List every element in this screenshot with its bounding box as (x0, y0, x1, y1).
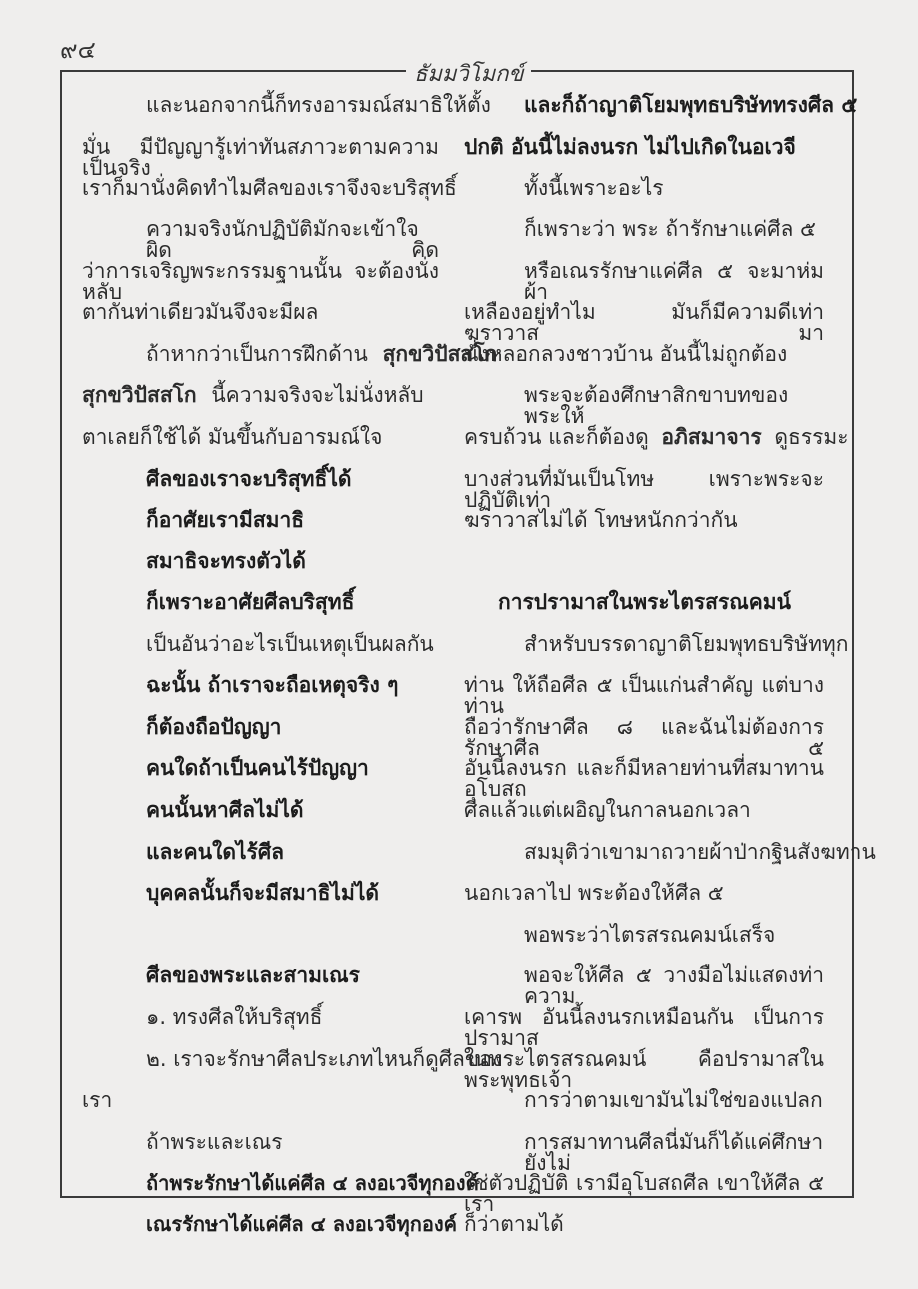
text-line: ถ้าพระรักษาได้แค่ศีล ๔ ลงอเวจีทุกองค์ (146, 1171, 479, 1195)
text-span: ดูธรรมะ (774, 425, 849, 449)
text-line: การสมาทานศีลนี่มันก็ได้แค่ศึกษายังไม่ (524, 1130, 824, 1175)
text-line: สมาธิจะทรงตัวได้ (146, 549, 306, 573)
text-line: ใช่ตัวปฏิบัติ เรามีอุโบสถศีล เขาให้ศีล ๕ เรา (464, 1171, 824, 1216)
text-line: สำหรับบรรดาญาติโยมพุทธบริษัททุก (524, 632, 849, 656)
section-heading: การปรามาสในพระไตรสรณคมน์ (498, 590, 791, 614)
text-line: ก็อาศัยเรามีสมาธิ (146, 508, 305, 532)
emphasis-term: อภิสมาจาร (661, 425, 762, 449)
text-span: นี้ความจริงจะไม่นั่งหลับ (211, 383, 424, 407)
text-line: เรา (82, 1088, 113, 1112)
text-line: ปกติ อันนี้ไม่ลงนรก ไม่ไปเกิดในอเวจี (464, 135, 796, 159)
text-line: การว่าตามเขามันไม่ใช่ของแปลก (524, 1088, 823, 1112)
emphasis-term: สุกขวิปัสสโก (82, 383, 197, 407)
section-heading: ศีลของพระและสามเณร (146, 963, 360, 987)
text-line: ว่าการเจริญพระกรรมฐานนั้น จะต้องนั่งหลับ (82, 259, 439, 304)
text-line: พอพระว่าไตรสรณคมน์เสร็จ (524, 923, 776, 947)
text-line: อันนี้ลงนรก และก็มีหลายท่านที่สมาทานอุโบสถ (464, 756, 824, 801)
text-line: สมมุติว่าเขามาถวายผ้าป่ากฐินสังฆทาน (524, 840, 876, 864)
emphasis-term: สุกขวิปัสสโก (382, 342, 498, 366)
page-number: ๙๔ (60, 36, 96, 64)
text-line: ก็ต้องถือปัญญา (146, 715, 282, 739)
text-line: ฉะนั้น ถ้าเราจะถือเหตุจริง ๆ (146, 673, 399, 697)
text-line (464, 427, 849, 448)
text-line: ศีลของเราจะบริสุทธิ์ได้ (146, 467, 352, 491)
text-line: ตากันท่าเดียวมันจึงจะมีผล (82, 300, 319, 324)
text-line: ก็ว่าตามได้ (464, 1212, 564, 1236)
text-line: คนใดถ้าเป็นคนไร้ปัญญา (146, 756, 369, 780)
text-line: บุคคลนั้นก็จะมีสมาธิไม่ได้ (146, 881, 380, 905)
text-line: พระจะต้องศึกษาสิกขาบทของพระให้ (524, 383, 789, 428)
text-line: ๒. เราจะรักษาศีลประเภทไหนก็ดูศีลของ (146, 1047, 503, 1071)
text-line: คนนั้นหาศีลไม่ได้ (146, 798, 304, 822)
text-line: พอจะให้ศีล ๕ วางมือไม่แสดงท่าความ (524, 963, 824, 1008)
text-line: ถือว่ารักษาศีล ๘ และฉันไม่ต้องการรักษาศีล ๕ (464, 715, 824, 760)
text-line: เณรรักษาได้แค่ศีล ๔ ลงอเวจีทุกองค์ (146, 1212, 457, 1236)
text-line: นั่งหลอกลวงชาวบ้าน อันนี้ไม่ถูกต้อง (464, 342, 788, 366)
text-line: เคารพ อันนี้ลงนรกเหมือนกัน เป็นการปรามาส (464, 1005, 824, 1050)
text-line: ความจริงนักปฏิบัติมักจะเข้าใจผิด คิด (146, 217, 439, 262)
text-line: เป็นอันว่าอะไรเป็นเหตุเป็นผลกัน (146, 632, 434, 656)
text-line: บางส่วนที่มันเป็นโทษ เพราะพระจะปฏิบัติเท่า (464, 467, 824, 512)
text-line: ท่าน ให้ถือศีล ๕ เป็นแก่นสำคัญ แต่บางท่าน (464, 673, 824, 718)
text-line: เราก็มานั่งคิดทำไมศีลของเราจึงจะบริสุทธิ์ (82, 176, 457, 200)
text-line: มั่น มีปัญญารู้เท่าทันสภาวะตามความเป็นจริง (82, 135, 439, 180)
text-line: และนอกจากนี้ก็ทรงอารมณ์สมาธิให้ตั้ง (146, 93, 491, 117)
text-line: ๑. ทรงศีลให้บริสุทธิ์ (146, 1005, 323, 1029)
text-line: ก็เพราะว่า พระ ถ้ารักษาแค่ศีล ๕ (524, 217, 816, 241)
text-line: ฆราวาสไม่ได้ โทษหนักกว่ากัน (464, 508, 738, 532)
running-header: ธัมมวิโมกข์ (406, 56, 531, 91)
text-line: นอกเวลาไป พระต้องให้ศีล ๕ (464, 881, 724, 905)
text-line: ก็เพราะอาศัยศีลบริสุทธิ์ (146, 590, 355, 614)
text-line (82, 385, 424, 406)
text-line: เหลืองอยู่ทำไม มันก็มีความดีเท่าฆราวาส มา (464, 300, 824, 345)
text-line: หรือเณรรักษาแค่ศีล ๕ จะมาห่มผ้า (524, 259, 824, 304)
text-line: ทั้งนี้เพราะอะไร (524, 176, 664, 200)
text-line: และคนใดไร้ศีล (146, 840, 285, 864)
text-line: และก็ถ้าญาติโยมพุทธบริษัททรงศีล ๕ (524, 93, 858, 117)
text-line: ในพระไตรสรณคมน์ คือปรามาสในพระพุทธเจ้า (464, 1047, 824, 1092)
text-line: ถ้าพระและเณร (146, 1130, 283, 1154)
text-line: ตาเลยก็ใช้ได้ มันขึ้นกับอารมณ์ใจ (82, 425, 383, 449)
text-line: ศีลแล้วแต่เผอิญในกาลนอกเวลา (464, 798, 751, 822)
text-span: ครบถ้วน และก็ต้องดู (464, 425, 649, 449)
text-line (146, 344, 497, 365)
text-span: ถ้าหากว่าเป็นการฝึกด้าน (146, 342, 368, 366)
